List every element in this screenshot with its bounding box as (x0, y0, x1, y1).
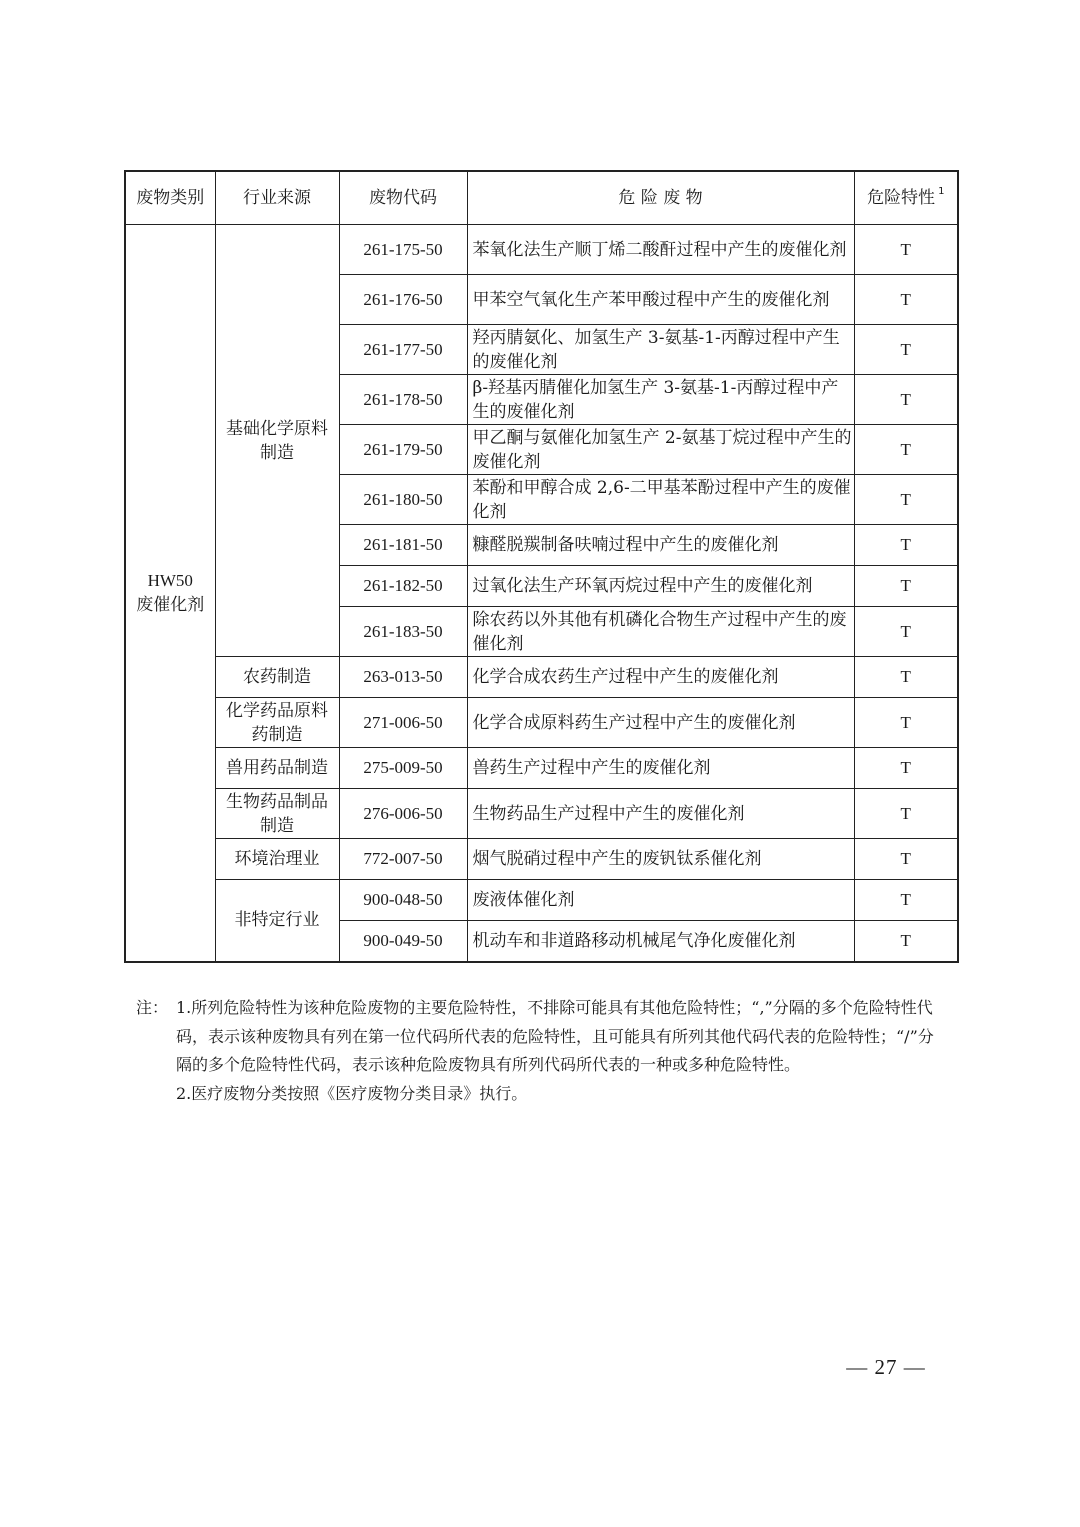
header-category: 废物类别 (125, 171, 215, 225)
table-header-row (125, 171, 958, 225)
header-code: 废物代码 (339, 171, 467, 225)
hazard-value: T (854, 880, 958, 921)
waste-desc: 过氧化法生产环氧丙烷过程中产生的废催化剂 (467, 566, 854, 607)
table-row (125, 789, 958, 839)
waste-code: 261-180-50 (339, 475, 467, 525)
header-industry: 行业来源 (215, 171, 339, 225)
hazard-value: T (854, 789, 958, 839)
hazardous-waste-table (124, 170, 959, 963)
waste-code: 261-181-50 (339, 525, 467, 566)
industry-basic-chem (215, 225, 339, 657)
waste-desc: 化学合成农药生产过程中产生的废催化剂 (467, 657, 854, 698)
table-row (125, 748, 958, 789)
waste-desc: β-羟基丙腈催化加氢生产 3-氨基-1-丙醇过程中产生的废催化剂 (467, 375, 854, 425)
waste-desc: 兽药生产过程中产生的废催化剂 (467, 748, 854, 789)
industry-pharma-raw: 化学药品原料药制造 (215, 698, 339, 748)
waste-desc: 废液体催化剂 (467, 880, 854, 921)
waste-desc: 苯氧化法生产顺丁烯二酸酐过程中产生的废催化剂 (467, 225, 854, 275)
waste-desc: 生物药品生产过程中产生的废催化剂 (467, 789, 854, 839)
waste-code: 261-177-50 (339, 325, 467, 375)
table-row (125, 657, 958, 698)
industry-label: 基础化学原料制造 (226, 418, 328, 463)
waste-desc: 化学合成原料药生产过程中产生的废催化剂 (467, 698, 854, 748)
waste-desc: 糠醛脱羰制备呋喃过程中产生的废催化剂 (467, 525, 854, 566)
hazard-value: T (854, 475, 958, 525)
note-1-text: 1.所列危险特性为该种危险废物的主要危险特性，不排除可能具有其他危险特性；“,”分隔的多个危险特性代码，表示该种废物具有列在第一位代码所代表的危险特性，且可能具有所列其他代码代表的危险特性；“/”分隔的多个危险特性代码，表示该种危险废物具有所列代码所代表的一种或多种危险特性。 (176, 998, 934, 1074)
industry-vet-drug: 兽用药品制造 (215, 748, 339, 789)
industry-nonspecific: 非特定行业 (215, 880, 339, 962)
waste-code: 900-048-50 (339, 880, 467, 921)
hazard-value: T (854, 375, 958, 425)
waste-desc: 苯酚和甲醇合成 2,6-二甲基苯酚过程中产生的废催化剂 (467, 475, 854, 525)
waste-code: 261-178-50 (339, 375, 467, 425)
industry-env: 环境治理业 (215, 839, 339, 880)
waste-desc: 甲乙酮与氨催化加氢生产 2-氨基丁烷过程中产生的废催化剂 (467, 425, 854, 475)
category-code: HW50 (147, 570, 193, 590)
waste-code: 275-009-50 (339, 748, 467, 789)
hazard-value: T (854, 225, 958, 275)
header-hazard-label: 危险特性 (867, 188, 936, 208)
table-row (125, 880, 958, 921)
waste-desc: 羟丙腈氨化、加氢生产 3-氨基-1-丙醇过程中产生的废催化剂 (467, 325, 854, 375)
table-notes (136, 994, 946, 1108)
waste-desc: 除农药以外其他有机磷化合物生产过程中产生的废催化剂 (467, 607, 854, 657)
hazard-value: T (854, 748, 958, 789)
waste-code: 271-006-50 (339, 698, 467, 748)
waste-code: 276-006-50 (339, 789, 467, 839)
table-row (125, 839, 958, 880)
hazard-value: T (854, 275, 958, 325)
waste-code: 772-007-50 (339, 839, 467, 880)
header-hazard (854, 171, 958, 225)
hazard-value: T (854, 525, 958, 566)
waste-desc: 甲苯空气氧化生产苯甲酸过程中产生的废催化剂 (467, 275, 854, 325)
note-2: 2.医疗废物分类按照《医疗废物分类目录》执行。 (176, 1083, 528, 1103)
industry-bio-drug: 生物药品制品制造 (215, 789, 339, 839)
table-row (125, 225, 958, 275)
hazard-value: T (854, 698, 958, 748)
waste-code: 261-176-50 (339, 275, 467, 325)
hazard-value: T (854, 325, 958, 375)
hazard-value: T (854, 566, 958, 607)
waste-code: 261-183-50 (339, 607, 467, 657)
category-cell (125, 225, 215, 962)
waste-code: 261-182-50 (339, 566, 467, 607)
waste-desc: 烟气脱硝过程中产生的废钒钛系催化剂 (467, 839, 854, 880)
waste-code: 900-049-50 (339, 921, 467, 962)
industry-pesticide: 农药制造 (215, 657, 339, 698)
hazard-value: T (854, 921, 958, 962)
hazard-value: T (854, 657, 958, 698)
header-waste: 危 险 废 物 (467, 171, 854, 225)
waste-code: 263-013-50 (339, 657, 467, 698)
waste-desc: 机动车和非道路移动机械尾气净化废催化剂 (467, 921, 854, 962)
note-prefix: 注： (136, 998, 169, 1017)
table-row (125, 698, 958, 748)
page-number: — 27 — (846, 1355, 926, 1379)
hazard-value: T (854, 839, 958, 880)
waste-code: 261-175-50 (339, 225, 467, 275)
waste-code: 261-179-50 (339, 425, 467, 475)
note-1 (136, 994, 946, 1080)
hazard-value: T (854, 607, 958, 657)
header-hazard-footnote: 1 (938, 186, 945, 197)
category-name: 废催化剂 (136, 594, 205, 615)
hazard-value: T (854, 425, 958, 475)
